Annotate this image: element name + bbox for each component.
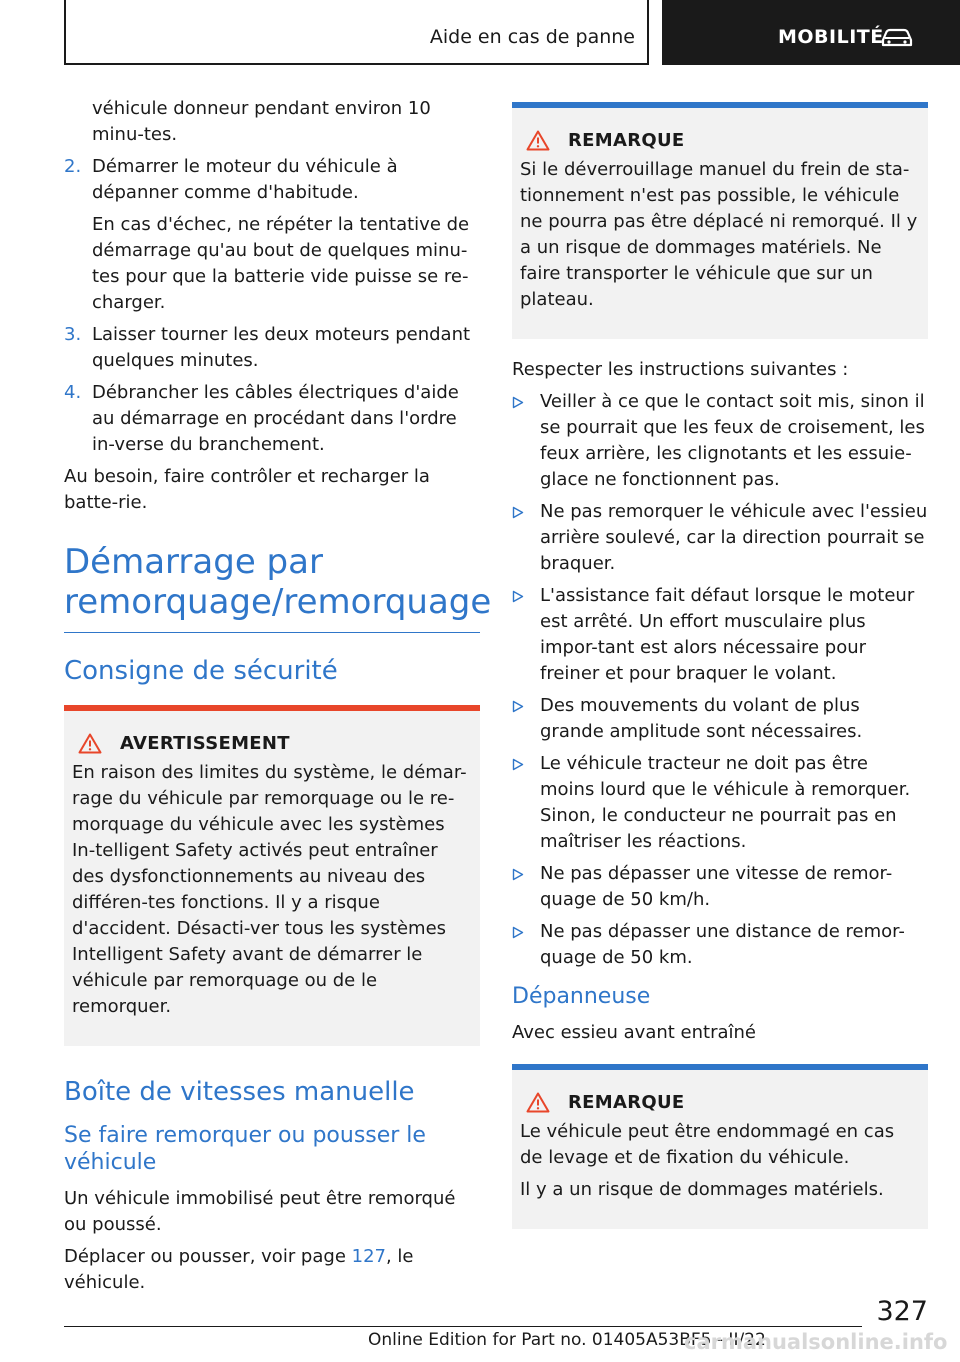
- move-push-text: Déplacer ou pousser, voir page 127, le véhicule.: [64, 1246, 414, 1293]
- warning-box: [64, 705, 480, 1046]
- warning-triangle-icon: [78, 733, 102, 754]
- header-section-tab: [64, 0, 649, 65]
- bullet-triangle-icon: [512, 590, 524, 603]
- car-icon: [880, 26, 914, 48]
- list-item-text: Le véhicule tracteur ne doit pas être moins lourd que le véhicule à remorquer. Sinon, le conducteur ne pourrait pas en maîtriser les réactions.: [540, 753, 911, 852]
- list-item: [512, 499, 928, 577]
- watermark: carmanualsonline.info: [684, 1330, 948, 1354]
- note-text: Il y a un risque de dommages matériels.: [520, 1179, 884, 1200]
- step-3: [64, 322, 480, 374]
- list-item: [512, 389, 928, 493]
- step-text: Débrancher les câbles électriques d'aide au démarrage en procédant dans l'ordre in-verse du branchement.: [92, 382, 459, 455]
- subheading-tow-push: Se faire remorquer ou pousser le véhicule: [64, 1123, 426, 1175]
- warning-triangle-icon: [526, 130, 550, 151]
- list-item: [512, 583, 928, 687]
- left-column: [64, 96, 492, 1302]
- header-chapter-tab: [662, 0, 960, 65]
- subheading-tow-truck: Dépanneuse: [512, 984, 651, 1009]
- step-number: 3.: [64, 324, 82, 345]
- warning-triangle-icon: [526, 1092, 550, 1113]
- bullet-triangle-icon: [512, 868, 524, 881]
- bullet-triangle-icon: [512, 758, 524, 771]
- note-title: REMARQUE: [568, 1092, 685, 1113]
- note-box-parking-brake: [512, 102, 928, 339]
- step-number: 2.: [64, 156, 82, 177]
- subheading-safety: Consigne de sécurité: [64, 656, 338, 686]
- header-section-title: Aide en cas de panne: [429, 26, 635, 48]
- step-text: En cas d'échec, ne répéter la tentative de démarrage qu'au bout de quelques minu-tes pour que la batterie vide puisse se re-charger.: [92, 214, 470, 313]
- list-item: [512, 861, 928, 913]
- footer-edition: Online Edition for Part no. 01405A53BF5 - II/22: [368, 1330, 766, 1350]
- warning-title: AVERTISSEMENT: [120, 733, 290, 754]
- bullet-triangle-icon: [512, 926, 524, 939]
- list-item: [512, 919, 928, 971]
- list-item: [512, 751, 928, 855]
- step-text: Démarrer le moteur du véhicule à dépanner comme d'habitude.: [92, 156, 398, 203]
- step-number: 4.: [64, 382, 82, 403]
- bullet-triangle-icon: [512, 396, 524, 409]
- subheading-manual-gearbox: Boîte de vitesses manuelle: [64, 1077, 415, 1107]
- after-steps-text: Au besoin, faire contrôler et recharger la batte-rie.: [64, 466, 430, 513]
- page-number: 327: [876, 1296, 928, 1327]
- note-text: Le véhicule peut être endommagé en cas de levage et de fixation du véhicule.: [520, 1121, 895, 1168]
- list-item-text: Veiller à ce que le contact soit mis, sinon il se pourrait que les feux de croisement, les feux arrière, les clignotants et les essuie-glace ne fonctionnent pas.: [540, 391, 925, 490]
- note-title-row: [520, 130, 920, 151]
- instructions-list: [512, 389, 928, 971]
- page-link-127[interactable]: 127: [351, 1246, 386, 1267]
- note-title-row: [520, 1092, 920, 1113]
- warning-title-row: [72, 733, 472, 754]
- step-text: Laisser tourner les deux moteurs pendant quelques minutes.: [92, 324, 471, 371]
- note-text: Si le déverrouillage manuel du frein de sta-tionnement n'est pas possible, le véhicule ne pourra pas être déplacé ni remorqué. Il y a un risque de dommages matériels. Ne faire transporter le véhicule que sur un plateau.: [520, 159, 918, 310]
- bullet-triangle-icon: [512, 506, 524, 519]
- list-item-text: Ne pas dépasser une vitesse de remor-quage de 50 km/h.: [540, 863, 893, 910]
- list-item-text: Ne pas dépasser une distance de remor-quage de 50 km.: [540, 921, 905, 968]
- section-heading-towing: Démarrage par remorquage/remorquage: [64, 542, 480, 633]
- list-item-text: Ne pas remorquer le véhicule avec l'essieu arrière soulevé, car la direction pourrait se braquer.: [540, 501, 928, 574]
- note-title: REMARQUE: [568, 130, 685, 151]
- step-2: [64, 154, 480, 316]
- list-item-text: L'assistance fait défaut lorsque le moteur est arrêté. Un effort musculaire plus impor-tant est alors nécessaire pour freiner et pour braquer le volant.: [540, 585, 915, 684]
- subheading-front-axle: Avec essieu avant entraîné: [512, 1022, 756, 1043]
- instructions-intro: Respecter les instructions suivantes :: [512, 359, 849, 380]
- footer-divider: [64, 1326, 862, 1327]
- warning-text: En raison des limites du système, le démar-rage du véhicule par remorquage ou le re-morquage du véhicule avec les systèmes In-telligent Safety activés peut entraîner des dysfonctionnements au niveau des différen-tes fonctions. Il y a risque d'accident. Désacti-ver tous les systèmes Intelligent Safety avant de démarrer le véhicule par remorquage ou de le remorquer.: [72, 762, 467, 1017]
- note-box-tow-truck: [512, 1064, 928, 1229]
- bullet-triangle-icon: [512, 700, 524, 713]
- immobilized-text: Un véhicule immobilisé peut être remorqué ou poussé.: [64, 1188, 456, 1235]
- list-item-text: Des mouvements du volant de plus grande amplitude sont nécessaires.: [540, 695, 863, 742]
- header-chapter-title: MOBILITÉ: [778, 26, 884, 48]
- right-column: [512, 102, 928, 1247]
- list-item: [512, 693, 928, 745]
- continued-text: véhicule donneur pendant environ 10 minu-tes.: [92, 98, 431, 145]
- step-4: [64, 380, 480, 458]
